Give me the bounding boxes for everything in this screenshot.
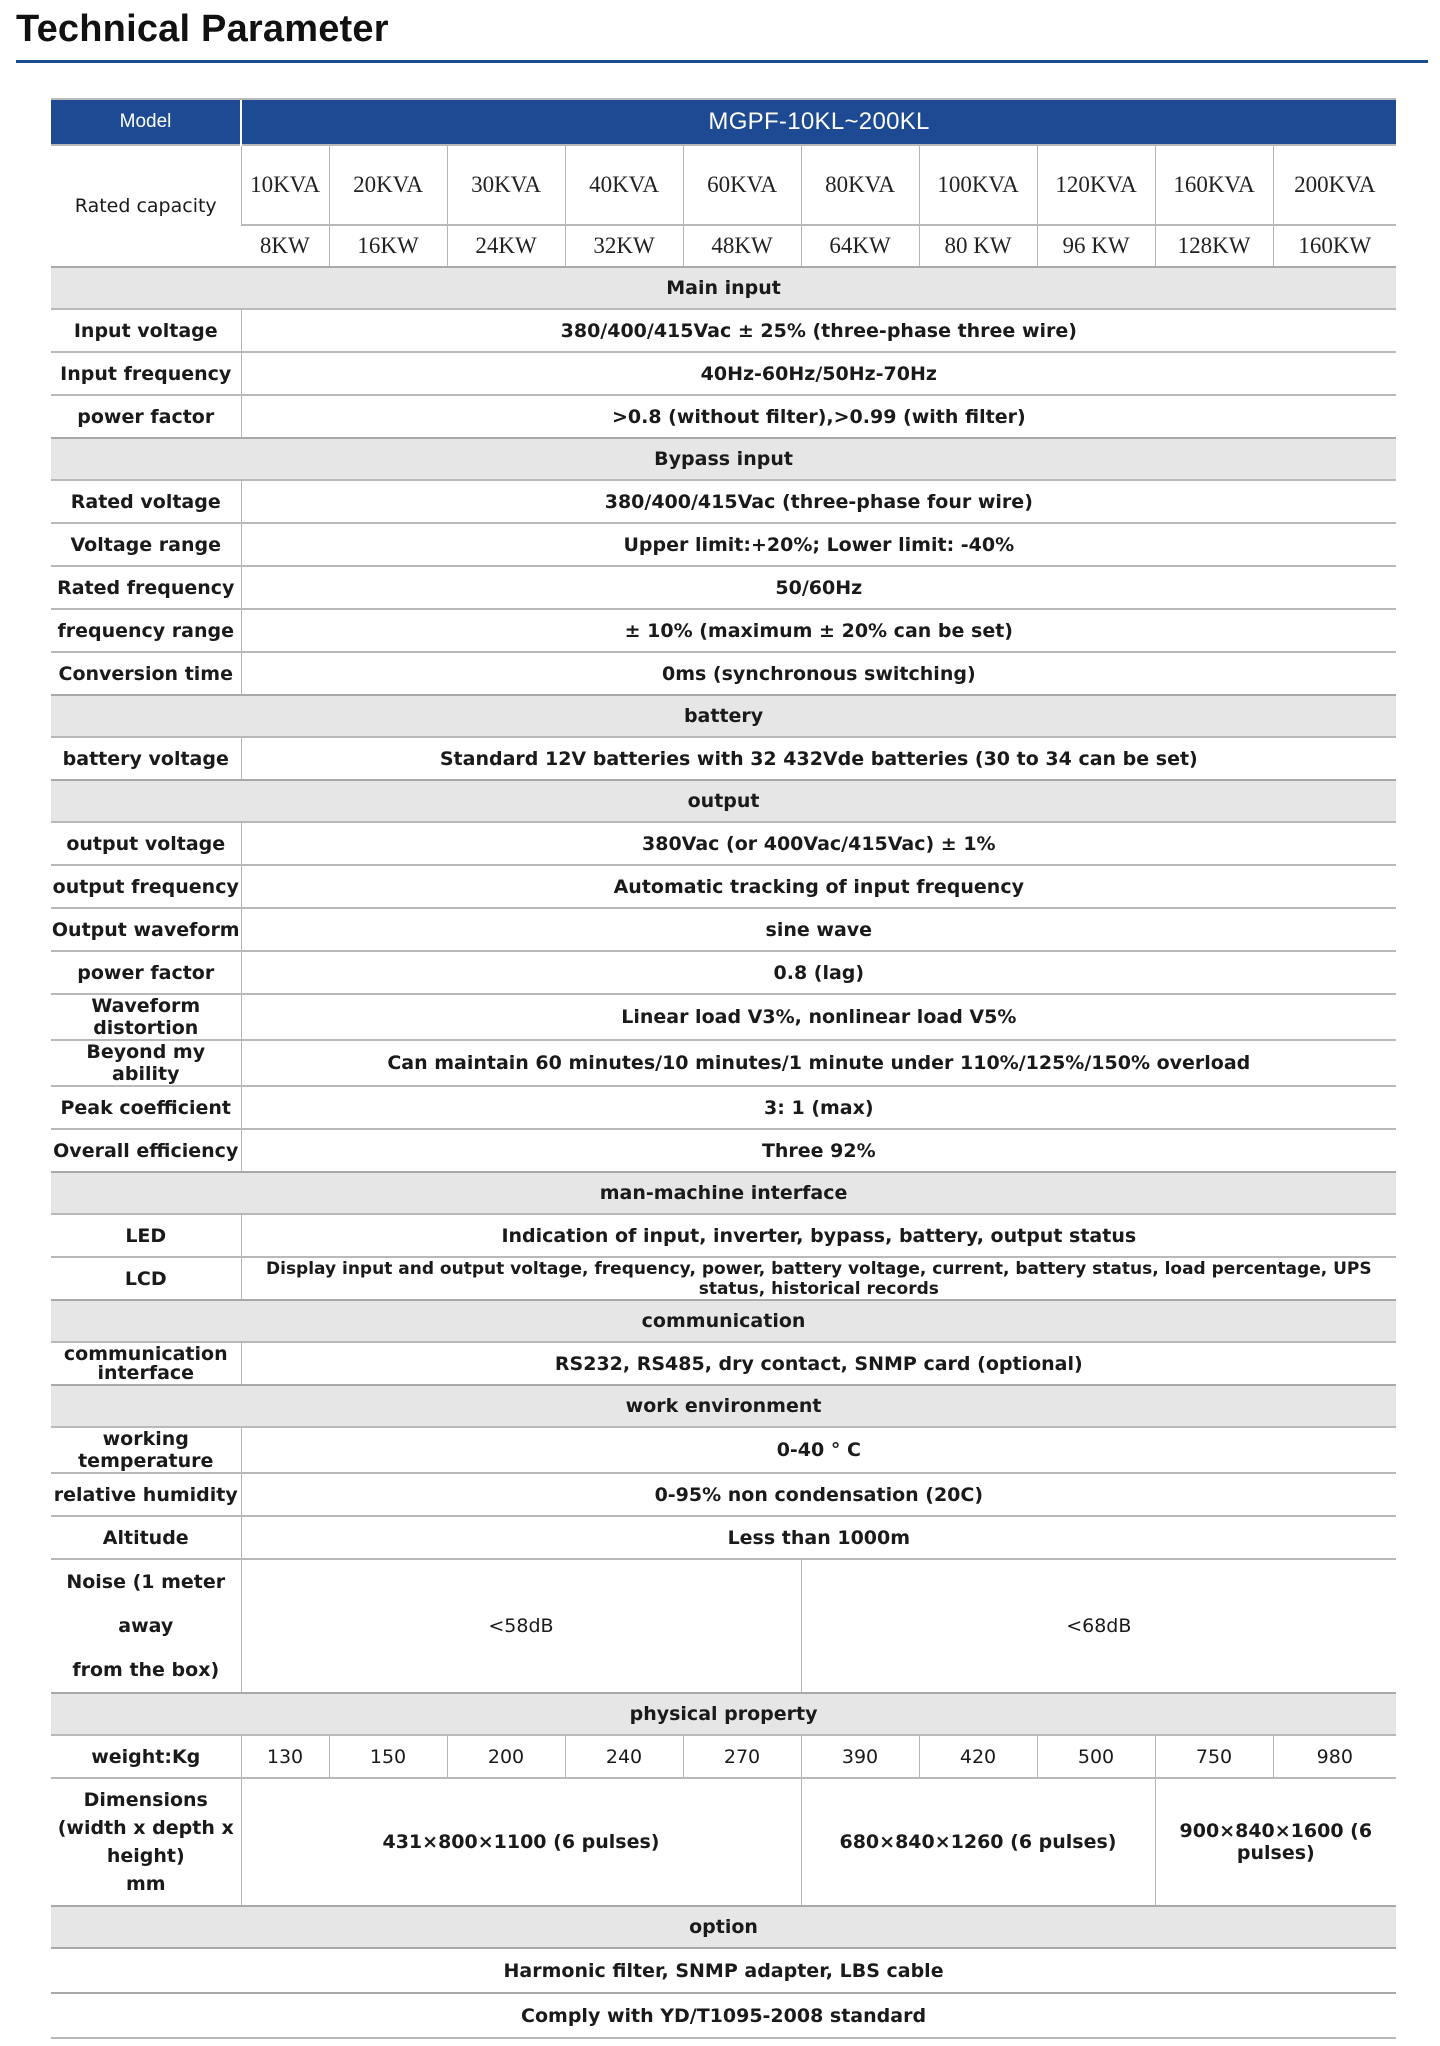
dimensions-label	[51, 1778, 241, 1906]
weight-cell: 980	[1273, 1735, 1396, 1778]
weight-cell: 390	[801, 1735, 919, 1778]
table-row	[51, 1214, 1396, 1257]
table-row	[51, 951, 1396, 994]
weight-cell: 500	[1037, 1735, 1155, 1778]
table-row	[51, 1473, 1396, 1516]
row-value: 40Hz-60Hz/50Hz-70Hz	[241, 352, 1396, 395]
table-row	[51, 908, 1396, 951]
row-label: LED	[51, 1214, 241, 1257]
row-label: Voltage range	[51, 523, 241, 566]
row-label-line: Noise (1 meter away	[66, 1571, 226, 1637]
row-label: Altitude	[51, 1516, 241, 1559]
table-row	[51, 1129, 1396, 1172]
row-value: >0.8 (without filter),>0.99 (with filter)	[241, 395, 1396, 438]
row-value: 0ms (synchronous switching)	[241, 652, 1396, 695]
table-row	[51, 566, 1396, 609]
row-label: output voltage	[51, 822, 241, 865]
row-label: Input frequency	[51, 352, 241, 395]
kva-cell: 30KVA	[447, 145, 565, 225]
row-label: Waveform distortion	[51, 994, 241, 1040]
kw-cell: 80 KW	[919, 225, 1037, 267]
row-value: Indication of input, inverter, bypass, battery, output status	[241, 1214, 1396, 1257]
row-value: Linear load V3%, nonlinear load V5%	[241, 994, 1396, 1040]
table-row-dimensions	[51, 1778, 1396, 1906]
dimensions-value: 680×840×1260 (6 pulses)	[801, 1778, 1155, 1906]
weight-cell: 130	[241, 1735, 329, 1778]
row-value: 380/400/415Vac ± 25% (three-phase three wire)	[241, 309, 1396, 352]
table-row	[51, 309, 1396, 352]
table-row	[51, 523, 1396, 566]
table-row	[51, 652, 1396, 695]
row-label: relative humidity	[51, 1473, 241, 1516]
row-label-line: mm	[125, 1873, 166, 1895]
row-label: output frequency	[51, 865, 241, 908]
dimensions-value: 900×840×1600 (6 pulses)	[1155, 1778, 1396, 1906]
table-row	[51, 1948, 1396, 1993]
row-value: 0.8 (lag)	[241, 951, 1396, 994]
section-title: Main input	[51, 267, 1396, 309]
row-label: frequency range	[51, 609, 241, 652]
row-label: Rated frequency	[51, 566, 241, 609]
kw-cell: 32KW	[565, 225, 683, 267]
model-value: MGPF-10KL~200KL	[241, 99, 1396, 145]
row-value: Upper limit:+20%; Lower limit: -40%	[241, 523, 1396, 566]
weight-cell: 240	[565, 1735, 683, 1778]
section-header-work-environment	[51, 1385, 1396, 1427]
row-label-line: from the box)	[72, 1659, 220, 1681]
row-label	[51, 1342, 241, 1385]
row-label: Rated voltage	[51, 480, 241, 523]
rated-capacity-kw-row	[51, 225, 1396, 267]
option-line: Comply with YD/T1095-2008 standard	[51, 1993, 1396, 2038]
row-value: 0-95% non condensation (20C)	[241, 1473, 1396, 1516]
table-row	[51, 994, 1396, 1040]
row-value: 0-40 ° C	[241, 1427, 1396, 1473]
kva-cell: 20KVA	[329, 145, 447, 225]
spec-table	[51, 98, 1396, 2039]
kva-cell: 100KVA	[919, 145, 1037, 225]
kw-cell: 128KW	[1155, 225, 1273, 267]
row-value: Three 92%	[241, 1129, 1396, 1172]
section-title: output	[51, 780, 1396, 822]
kva-cell: 40KVA	[565, 145, 683, 225]
row-label: Peak coefficient	[51, 1086, 241, 1129]
dimensions-value: 431×800×1100 (6 pulses)	[241, 1778, 801, 1906]
row-value: 380Vac (or 400Vac/415Vac) ± 1%	[241, 822, 1396, 865]
kva-cell: 10KVA	[241, 145, 329, 225]
row-label: Output waveform	[51, 908, 241, 951]
table-row-noise	[51, 1559, 1396, 1693]
row-label: working temperature	[51, 1427, 241, 1473]
kva-cell: 80KVA	[801, 145, 919, 225]
table-row	[51, 1040, 1396, 1086]
row-value: Automatic tracking of input frequency	[241, 865, 1396, 908]
section-title: Bypass input	[51, 438, 1396, 480]
kw-cell: 96 KW	[1037, 225, 1155, 267]
table-row	[51, 822, 1396, 865]
weight-cell: 200	[447, 1735, 565, 1778]
table-row	[51, 609, 1396, 652]
row-label-line: Dimensions	[83, 1789, 208, 1811]
row-value: RS232, RS485, dry contact, SNMP card (optional)	[241, 1342, 1396, 1385]
table-row	[51, 865, 1396, 908]
row-value: ± 10% (maximum ± 20% can be set)	[241, 609, 1396, 652]
option-line: Harmonic filter, SNMP adapter, LBS cable	[51, 1948, 1396, 1993]
section-title: option	[51, 1906, 1396, 1948]
row-value: Standard 12V batteries with 32 432Vde batteries (30 to 34 can be set)	[241, 737, 1396, 780]
row-value: 3: 1 (max)	[241, 1086, 1396, 1129]
table-row	[51, 1427, 1396, 1473]
section-header-option	[51, 1906, 1396, 1948]
row-value: Less than 1000m	[241, 1516, 1396, 1559]
weight-cell: 420	[919, 1735, 1037, 1778]
kva-cell: 200KVA	[1273, 145, 1396, 225]
model-label: Model	[51, 99, 241, 145]
row-label: LCD	[51, 1257, 241, 1300]
table-row-weight	[51, 1735, 1396, 1778]
row-label: power factor	[51, 395, 241, 438]
title-rule	[16, 60, 1428, 63]
row-label-line: interface	[97, 1361, 195, 1384]
kva-cell: 60KVA	[683, 145, 801, 225]
section-header-bypass-input	[51, 438, 1396, 480]
section-header-battery	[51, 695, 1396, 737]
section-title: work environment	[51, 1385, 1396, 1427]
row-value: sine wave	[241, 908, 1396, 951]
section-title: battery	[51, 695, 1396, 737]
section-title: communication	[51, 1300, 1396, 1342]
section-title: physical property	[51, 1693, 1396, 1735]
section-header-communication	[51, 1300, 1396, 1342]
table-row	[51, 480, 1396, 523]
weight-cell: 150	[329, 1735, 447, 1778]
kva-cell: 160KVA	[1155, 145, 1273, 225]
noise-label	[51, 1559, 241, 1693]
weight-cell: 750	[1155, 1735, 1273, 1778]
row-label: Overall efficiency	[51, 1129, 241, 1172]
kw-cell: 16KW	[329, 225, 447, 267]
section-header-main-input	[51, 267, 1396, 309]
model-row	[51, 99, 1396, 145]
kw-cell: 160KW	[1273, 225, 1396, 267]
row-value: Can maintain 60 minutes/10 minutes/1 minute under 110%/125%/150% overload	[241, 1040, 1396, 1086]
row-label: Input voltage	[51, 309, 241, 352]
row-value: 380/400/415Vac (three-phase four wire)	[241, 480, 1396, 523]
row-value: Display input and output voltage, frequency, power, battery voltage, current, battery status, load percentage, UPS status, historical records	[241, 1257, 1396, 1300]
table-row	[51, 1086, 1396, 1129]
table-row	[51, 1342, 1396, 1385]
section-header-output	[51, 780, 1396, 822]
section-title: man-machine interface	[51, 1172, 1396, 1214]
rated-capacity-label: Rated capacity	[51, 145, 241, 267]
noise-value-high: <68dB	[801, 1559, 1396, 1693]
row-label: power factor	[51, 951, 241, 994]
row-label: Conversion time	[51, 652, 241, 695]
table-row	[51, 737, 1396, 780]
row-label: Beyond my ability	[51, 1040, 241, 1086]
row-label-line: communication	[63, 1342, 228, 1365]
table-row	[51, 1516, 1396, 1559]
weight-label: weight:Kg	[51, 1735, 241, 1778]
weight-cell: 270	[683, 1735, 801, 1778]
section-header-physical-property	[51, 1693, 1396, 1735]
row-value: 50/60Hz	[241, 566, 1396, 609]
kw-cell: 48KW	[683, 225, 801, 267]
noise-value-low: <58dB	[241, 1559, 801, 1693]
kw-cell: 24KW	[447, 225, 565, 267]
table-row	[51, 1257, 1396, 1300]
page-title: Technical Parameter	[16, 8, 389, 50]
section-header-hmi	[51, 1172, 1396, 1214]
table-row	[51, 395, 1396, 438]
row-label: battery voltage	[51, 737, 241, 780]
rated-capacity-kva-row	[51, 145, 1396, 225]
table-row	[51, 352, 1396, 395]
row-label-line: (width x depth x height)	[57, 1817, 234, 1867]
kw-cell: 8KW	[241, 225, 329, 267]
table-row	[51, 1993, 1396, 2038]
kva-cell: 120KVA	[1037, 145, 1155, 225]
kw-cell: 64KW	[801, 225, 919, 267]
